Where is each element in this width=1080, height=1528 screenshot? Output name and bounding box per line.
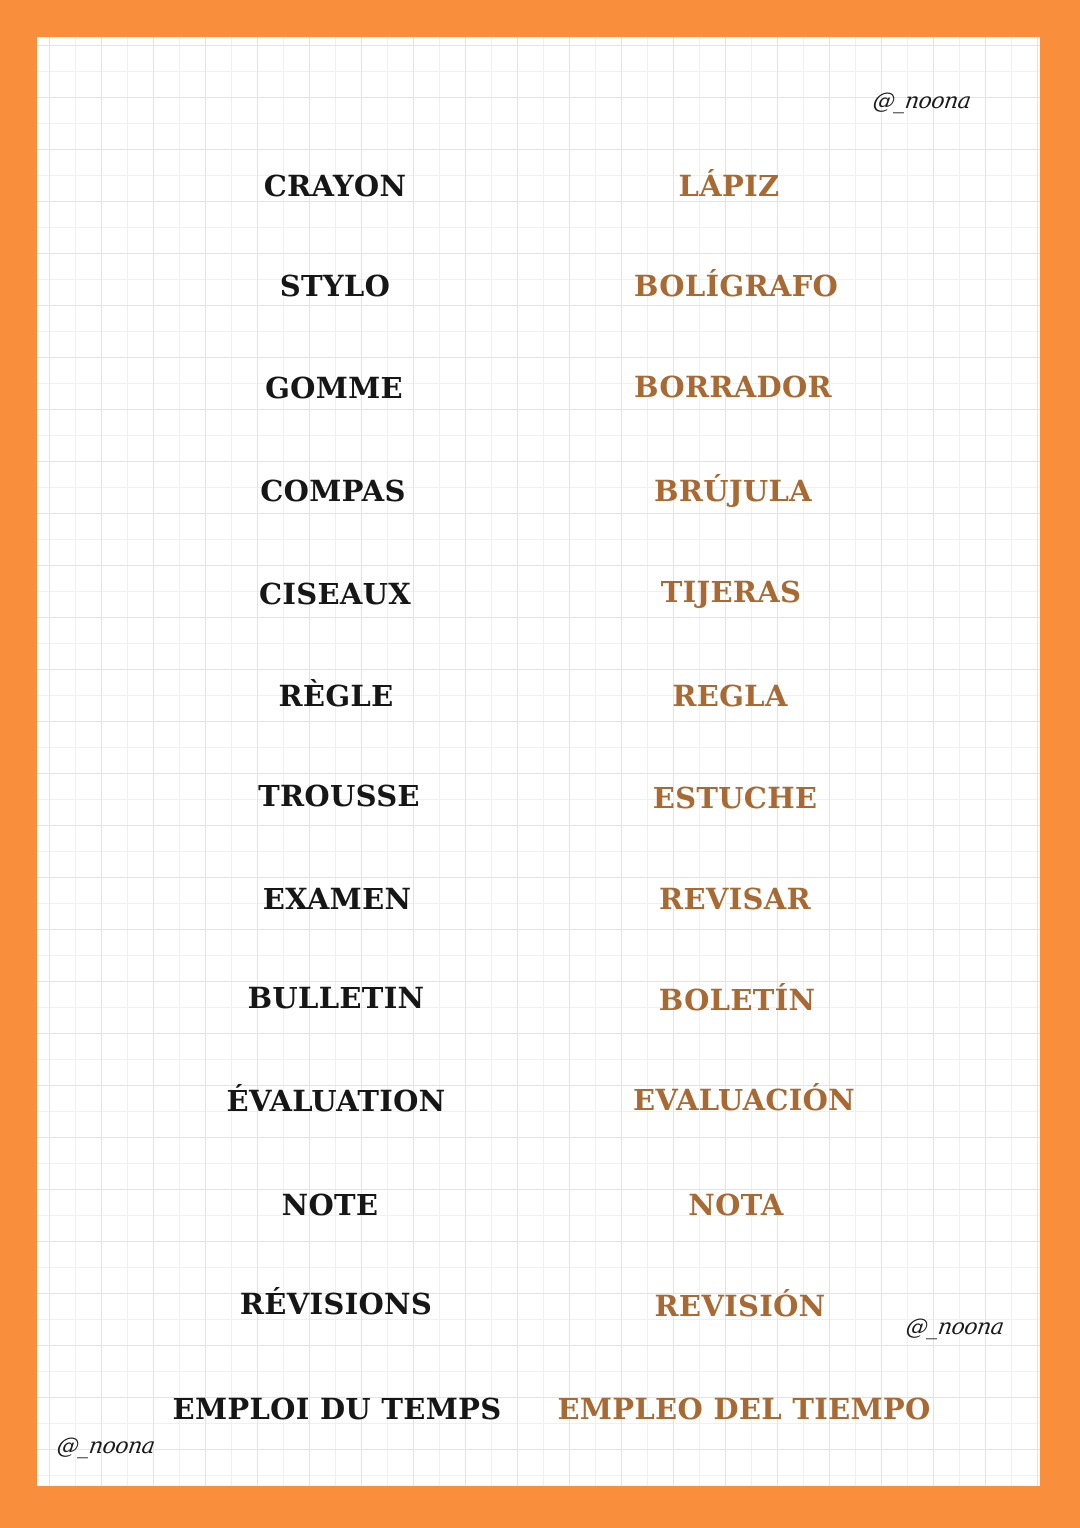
watermark-bottom-left: @_noona xyxy=(55,1434,157,1459)
french-word: ÉVALUATION xyxy=(226,1084,446,1118)
spanish-word: REGLA xyxy=(672,679,788,713)
french-word: GOMME xyxy=(265,371,403,405)
french-word: CRAYON xyxy=(263,169,407,203)
french-word: RÈGLE xyxy=(278,679,394,713)
spanish-word: REVISIÓN xyxy=(654,1289,826,1323)
french-word: STYLO xyxy=(279,269,391,303)
watermark-middle-right: @_noona xyxy=(904,1315,1006,1340)
spanish-word: NOTA xyxy=(688,1188,784,1222)
spanish-word: BOLETÍN xyxy=(658,983,816,1017)
french-word: RÉVISIONS xyxy=(239,1287,433,1321)
spanish-word: BRÚJULA xyxy=(654,474,812,508)
french-word: CISEAUX xyxy=(258,577,412,611)
spanish-word: ESTUCHE xyxy=(652,781,818,815)
watermark-top-right: @_noona xyxy=(871,89,973,114)
spanish-word: BOLÍGRAFO xyxy=(633,269,839,303)
french-word: EMPLOI DU TEMPS xyxy=(172,1392,502,1426)
spanish-word: REVISAR xyxy=(659,882,811,916)
spanish-word: LÁPIZ xyxy=(678,169,780,203)
french-word: COMPAS xyxy=(260,474,406,508)
spanish-word: EVALUACIÓN xyxy=(633,1083,855,1117)
grid-paper-sheet xyxy=(37,37,1040,1486)
french-word: EXAMEN xyxy=(262,882,412,916)
spanish-word: BORRADOR xyxy=(634,370,832,404)
french-word: BULLETIN xyxy=(247,981,425,1015)
french-word: TROUSSE xyxy=(258,779,420,813)
spanish-word: TIJERAS xyxy=(660,575,802,609)
spanish-word: EMPLEO DEL TIEMPO xyxy=(557,1392,931,1426)
french-word: NOTE xyxy=(281,1188,379,1222)
